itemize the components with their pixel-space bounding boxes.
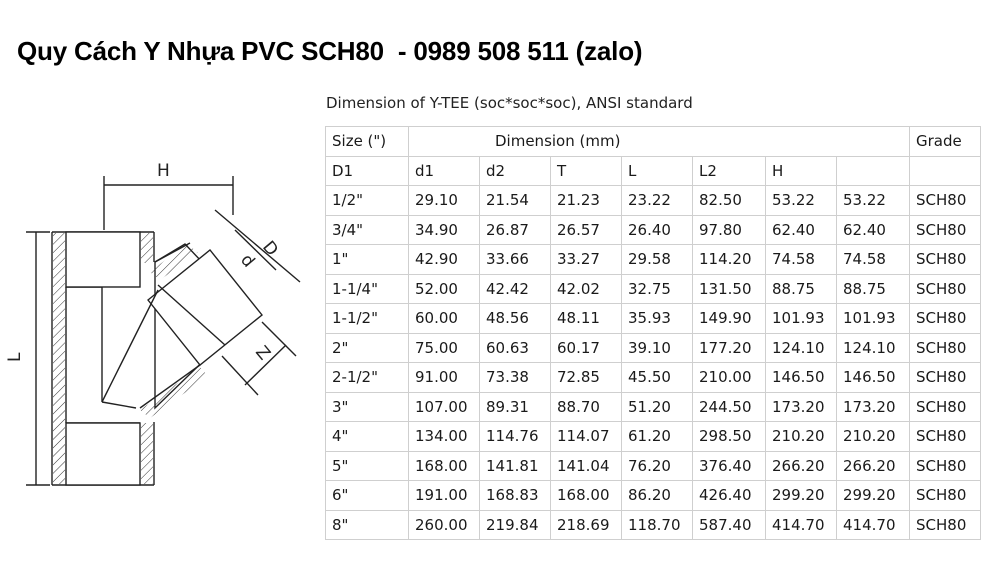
table-cell: 86.20 — [622, 481, 693, 511]
table-subheader-row — [326, 156, 981, 186]
table-cell: 218.69 — [551, 510, 622, 540]
table-cell: 124.10 — [837, 333, 910, 363]
subheader-cell: L2 — [693, 156, 766, 186]
table-cell: 587.40 — [693, 510, 766, 540]
table-cell: 33.27 — [551, 245, 622, 275]
table-cell: 168.00 — [409, 451, 480, 481]
table-cell: 60.00 — [409, 304, 480, 334]
table-cell: 210.20 — [837, 422, 910, 452]
table-cell: 39.10 — [622, 333, 693, 363]
table-cell: 168.00 — [551, 481, 622, 511]
table-cell: 23.22 — [622, 186, 693, 216]
table-cell: 131.50 — [693, 274, 766, 304]
table-cell: 62.40 — [766, 215, 837, 245]
subheader-cell — [910, 156, 981, 186]
subheader-cell: H — [766, 156, 837, 186]
table-cell: 101.93 — [837, 304, 910, 334]
table-row — [326, 481, 981, 511]
table-cell: 124.10 — [766, 333, 837, 363]
table-cell: 26.57 — [551, 215, 622, 245]
table-cell: SCH80 — [910, 186, 981, 216]
table-cell: 107.00 — [409, 392, 480, 422]
diagram-label-h: H — [157, 161, 170, 181]
table-row — [326, 215, 981, 245]
table-cell: 74.58 — [837, 245, 910, 275]
table-cell: 29.58 — [622, 245, 693, 275]
table-cell: 149.90 — [693, 304, 766, 334]
table-cell: 141.81 — [480, 451, 551, 481]
header-grade: Grade — [910, 127, 981, 157]
table-cell: 89.31 — [480, 392, 551, 422]
subheader-cell — [837, 156, 910, 186]
table-row — [326, 510, 981, 540]
table-cell: 42.42 — [480, 274, 551, 304]
diagram-label-z: Z — [251, 342, 274, 365]
diagram-label-small-d: d — [236, 250, 259, 272]
table-cell: 29.10 — [409, 186, 480, 216]
table-cell: 101.93 — [766, 304, 837, 334]
table-cell: 91.00 — [409, 363, 480, 393]
table-cell: SCH80 — [910, 510, 981, 540]
table-cell: 3/4" — [326, 215, 409, 245]
table-cell: 118.70 — [622, 510, 693, 540]
table-cell: 88.75 — [837, 274, 910, 304]
table-cell: 61.20 — [622, 422, 693, 452]
table-cell: 5" — [326, 451, 409, 481]
table-cell: 2-1/2" — [326, 363, 409, 393]
table-cell: SCH80 — [910, 392, 981, 422]
table-cell: 146.50 — [766, 363, 837, 393]
table-cell: 4" — [326, 422, 409, 452]
diagram-label-big-d: D — [258, 237, 282, 261]
table-cell: 6" — [326, 481, 409, 511]
table-cell: 73.38 — [480, 363, 551, 393]
table-cell: 82.50 — [693, 186, 766, 216]
subheader-cell: T — [551, 156, 622, 186]
subheader-cell: d2 — [480, 156, 551, 186]
table-cell: 414.70 — [837, 510, 910, 540]
table-cell: 168.83 — [480, 481, 551, 511]
table-cell: 35.93 — [622, 304, 693, 334]
table-cell: 173.20 — [837, 392, 910, 422]
table-cell: 298.50 — [693, 422, 766, 452]
table-cell: 53.22 — [766, 186, 837, 216]
table-cell: 1-1/4" — [326, 274, 409, 304]
table-cell: 76.20 — [622, 451, 693, 481]
table-cell: 75.00 — [409, 333, 480, 363]
table-cell: 88.70 — [551, 392, 622, 422]
table-cell: 72.85 — [551, 363, 622, 393]
diagram-label-l: L — [5, 352, 25, 362]
table-cell: 266.20 — [837, 451, 910, 481]
table-cell: 191.00 — [409, 481, 480, 511]
table-cell: SCH80 — [910, 451, 981, 481]
y-tee-diagram — [0, 150, 320, 500]
table-row — [326, 304, 981, 334]
table-cell: 177.20 — [693, 333, 766, 363]
table-cell: 97.80 — [693, 215, 766, 245]
table-cell: 33.66 — [480, 245, 551, 275]
table-cell: 26.40 — [622, 215, 693, 245]
header-size: Size (") — [326, 127, 409, 157]
table-cell: SCH80 — [910, 481, 981, 511]
table-cell: 34.90 — [409, 215, 480, 245]
table-cell: 376.40 — [693, 451, 766, 481]
table-cell: 32.75 — [622, 274, 693, 304]
table-cell: 426.40 — [693, 481, 766, 511]
table-cell: 48.56 — [480, 304, 551, 334]
subheader-cell: D1 — [326, 156, 409, 186]
table-cell: 53.22 — [837, 186, 910, 216]
table-cell: 210.00 — [693, 363, 766, 393]
table-cell: 2" — [326, 333, 409, 363]
subheader-cell: L — [622, 156, 693, 186]
table-cell: 42.90 — [409, 245, 480, 275]
table-cell: 266.20 — [766, 451, 837, 481]
table-cell: SCH80 — [910, 422, 981, 452]
table-cell: 26.87 — [480, 215, 551, 245]
table-cell: 219.84 — [480, 510, 551, 540]
table-cell: 141.04 — [551, 451, 622, 481]
table-cell: 21.54 — [480, 186, 551, 216]
table-cell: 134.00 — [409, 422, 480, 452]
page-title: Quy Cách Y Nhựa PVC SCH80 - 0989 508 511 (zalo) — [17, 36, 643, 66]
table-row — [326, 245, 981, 275]
table-row — [326, 422, 981, 452]
table-cell: 260.00 — [409, 510, 480, 540]
table-cell: 299.20 — [837, 481, 910, 511]
table-cell: 1-1/2" — [326, 304, 409, 334]
table-cell: 88.75 — [766, 274, 837, 304]
table-cell: 114.76 — [480, 422, 551, 452]
table-cell: 45.50 — [622, 363, 693, 393]
table-cell: SCH80 — [910, 304, 981, 334]
table-cell: SCH80 — [910, 215, 981, 245]
table-cell: 60.17 — [551, 333, 622, 363]
table-cell: 1" — [326, 245, 409, 275]
table-cell: 244.50 — [693, 392, 766, 422]
table-cell: 146.50 — [837, 363, 910, 393]
table-cell: 8" — [326, 510, 409, 540]
table-cell: SCH80 — [910, 245, 981, 275]
table-header-row — [326, 127, 981, 157]
table-cell: 114.07 — [551, 422, 622, 452]
subheader-cell: d1 — [409, 156, 480, 186]
table-cell: 60.63 — [480, 333, 551, 363]
table-cell: SCH80 — [910, 333, 981, 363]
table-cell: 1/2" — [326, 186, 409, 216]
table-cell: 3" — [326, 392, 409, 422]
table-cell: 21.23 — [551, 186, 622, 216]
table-row — [326, 451, 981, 481]
table-cell: 51.20 — [622, 392, 693, 422]
table-cell: 210.20 — [766, 422, 837, 452]
table-cell: 173.20 — [766, 392, 837, 422]
table-cell: 52.00 — [409, 274, 480, 304]
table-cell: 62.40 — [837, 215, 910, 245]
table-row — [326, 392, 981, 422]
table-caption: Dimension of Y-TEE (soc*soc*soc), ANSI standard — [326, 94, 693, 112]
table-cell: 299.20 — [766, 481, 837, 511]
table-cell: 48.11 — [551, 304, 622, 334]
table-row — [326, 333, 981, 363]
table-cell: 114.20 — [693, 245, 766, 275]
table-row — [326, 186, 981, 216]
table-cell: SCH80 — [910, 363, 981, 393]
dimension-table — [325, 126, 981, 540]
table-cell: 42.02 — [551, 274, 622, 304]
table-row — [326, 274, 981, 304]
table-cell: SCH80 — [910, 274, 981, 304]
header-dimension: Dimension (mm) — [409, 127, 910, 157]
table-cell: 414.70 — [766, 510, 837, 540]
table-cell: 74.58 — [766, 245, 837, 275]
table-row — [326, 363, 981, 393]
